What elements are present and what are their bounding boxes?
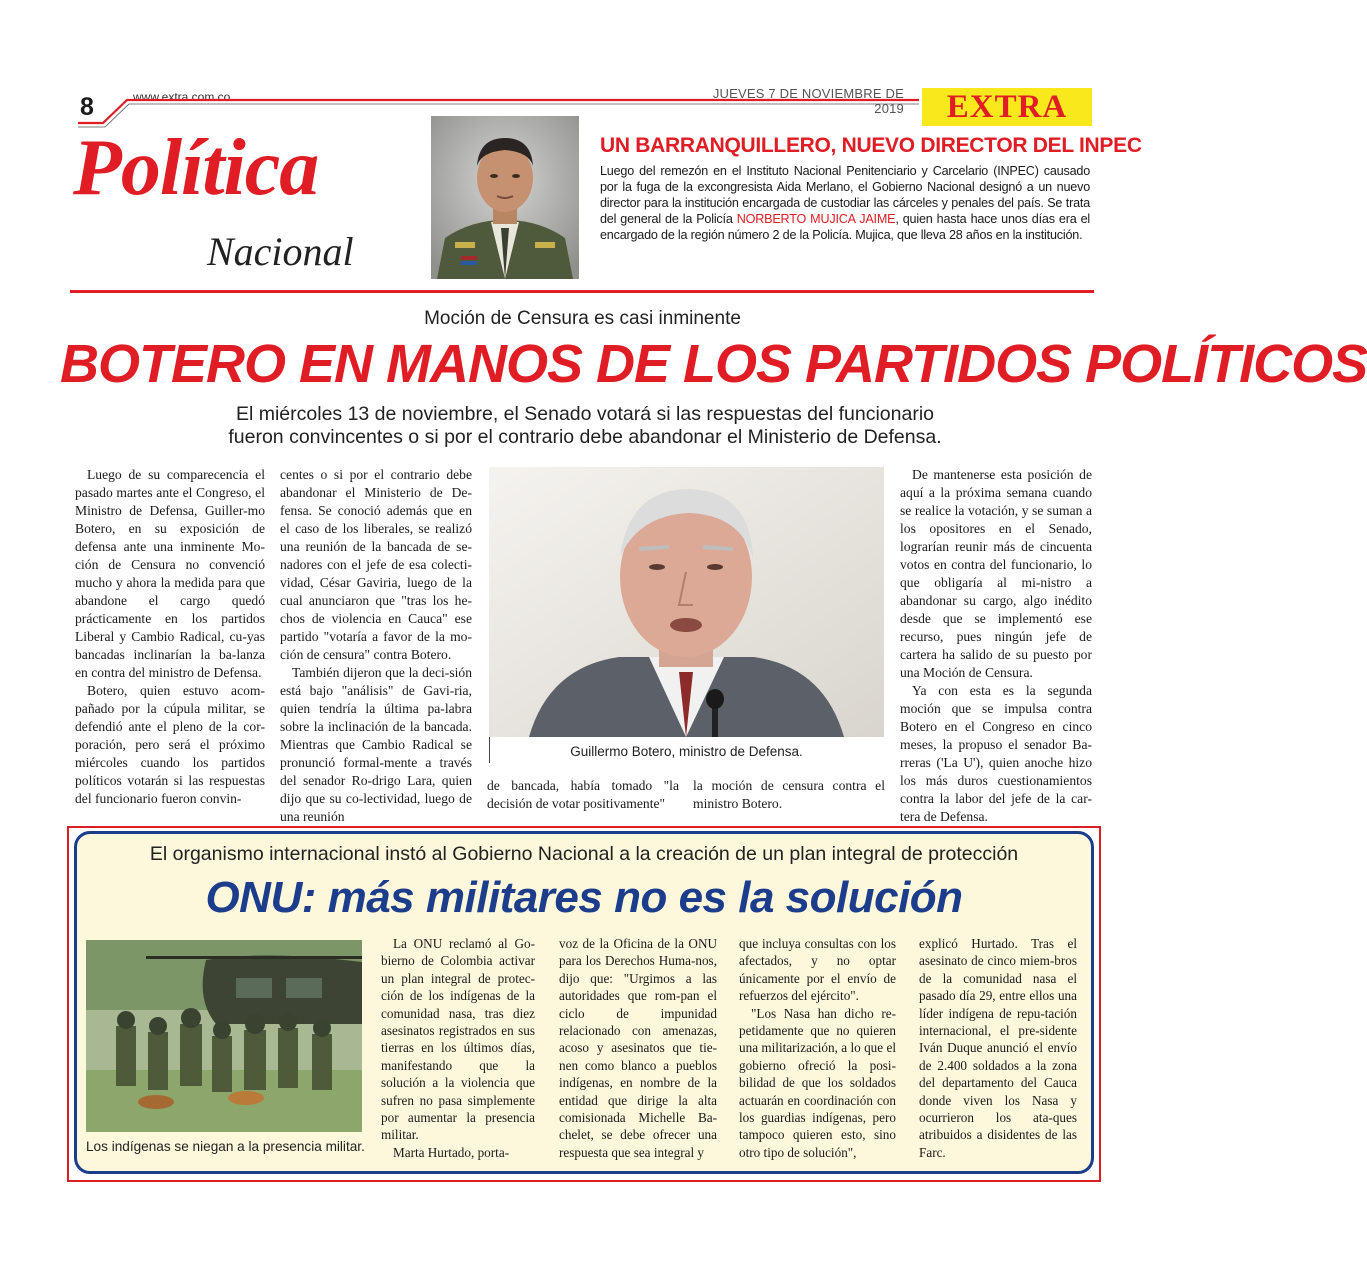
- director-portrait: [431, 116, 579, 279]
- story-column-3: [487, 777, 679, 813]
- brief-highlight-name: NORBERTO MUJICA JAIME: [736, 212, 896, 226]
- website-url[interactable]: www.extra.com.co: [133, 90, 231, 104]
- paragraph: de bancada, había tomado "la decisión de votar positivamente": [487, 778, 679, 811]
- page-number: 8: [80, 93, 94, 121]
- paragraph: "Los Nasa han dicho re-petidamente que no quieren una militarización, a lo que el gobierno ofreció la posi-bilidad de que los soldados actuarán en coordinación con los guardias indígenas, pero tampoco quieren esto, sino otro tipo de solución",: [739, 1005, 896, 1160]
- story-deck: [150, 403, 1020, 449]
- onu-column-4: [919, 935, 1077, 1161]
- story-headline: BOTERO EN MANOS DE LOS PARTIDOS POLÍTICOS: [60, 334, 1367, 394]
- botero-photo-caption: Guillermo Botero, ministro de Defensa.: [570, 744, 803, 759]
- onu-kicker: El organismo internacional instó al Gobierno Nacional a la creación de un plan integral de protección: [149, 843, 1019, 865]
- soldiers-photo-caption: Los indígenas se niegan a la presencia militar.: [86, 1139, 365, 1154]
- paragraph: La ONU reclamó al Go-bierno de Colombia activar un plan integral de protec-ción de los indígenas de la comunidad nasa, tras diez asesinatos registrados en sus tierras en los últimos días, manifestando que la solución a la violencia que sufren no pasa simplemente por aumentar la presencia militar.: [381, 936, 535, 1143]
- publication-date: JUEVES 7 DE NOVIEMBRE DE 2019: [712, 86, 904, 116]
- paragraph: Ya con esta es la segunda moción que se impulsa contra Botero en el Congreso en cinco meses, la propuso el senador Ba-rreras ('La U'), quien anoche hizo los más duros cuestionamientos contra la labor del jefe de la car-tera de Defensa.: [900, 683, 1092, 824]
- section-divider: [70, 290, 1094, 293]
- brief-text-end: , quien hasta hace unos días era el encargado de la región número 2 de la Policía. Mujica, que lleva 28 años en la institución.: [600, 212, 1091, 242]
- brief-headline: UN BARRANQUILLERO, NUEVO DIRECTOR DEL INPEC: [600, 134, 1142, 157]
- paragraph: que incluya consultas con los afectados, y no optar únicamente por el envío de refuerzos del ejército".: [739, 936, 896, 1004]
- story-column-2: [280, 466, 472, 826]
- brief-text-start: Luego del remezón en el Instituto Nacional Penitenciario y Carcelario (INPEC) causado por la fuga de la excongresista Aida Merlano, el Gobierno Nacional designó a un nuevo director para la institución encargada de custodiar las cárceles y penales del país. Se trata del general de la Policía: [600, 164, 1090, 226]
- paragraph: También dijeron que la deci-sión está bajo "análisis" de Gavi-ria, quien tendría la última pa-labra sobre la inclinación de la bancada. Mientras que Cambio Radical se pronunció formal-mente a través del senador Ro-drigo Lara, quien dijo que su co-lectividad, luego de una reunión: [280, 665, 472, 824]
- section-title: Política: [73, 124, 319, 212]
- botero-photo: [489, 467, 884, 737]
- brief-body: [600, 163, 1090, 243]
- paragraph: voz de la Oficina de la ONU para los Derechos Huma-nos, dijo que: "Urgimos a las autoridades que rom-pan el ciclo de impunidad relacionado con amenazas, acoso y asesinatos que tie-nen como blanco a pueblos indígenas, en nombre de la entidad que dirige la alta comisionada Michelle Ba-chelet, se debe ofrecer una respuesta que sea integral y: [559, 936, 717, 1160]
- paragraph: De mantenerse esta posición de aquí a la próxima semana cuando se realice la votación, y se suman a los opositores en el Senado, lograrían reunir más de cincuenta votos en contra del funcionario, lo que obligaría al mi-nistro a abandonar su cargo, algo inédito desde que se implementó ese recurso, pues ningún jefe de cartera ha salido de su puesto por una Moción de Censura.: [900, 467, 1092, 680]
- brand-logo[interactable]: [922, 88, 1092, 126]
- paragraph: centes o si por el contrario debe abandonar el Ministerio de De-fensa. Se conoció además que en el caso de los liberales, se realizó una reunión de la bancada de se-nadores con el jefe de esa colecti-vidad, César Gaviria, luego de la cual anunciaron que "tras los he-chos de violencia en Cauca" ese partido "votaría a favor de la mo-ción de censura" contra Botero.: [280, 467, 472, 662]
- onu-column-2: [559, 935, 717, 1161]
- onu-headline: ONU: más militares no es la solución: [205, 873, 963, 922]
- story-deck-line1: El miércoles 13 de noviembre, el Senado votará si las respuestas del funcionario: [235, 403, 935, 425]
- paragraph: Luego de su comparecencia el pasado martes ante el Congreso, el Ministro de Defensa, Guiller-mo Botero, en su exposición de defensa ante una inminente Mo-ción de Censura no convenció mucho y ahora la medida para que abandone el cargo quedó prácticamente en los partidos Liberal y Cambio Radical, cu-yas bancadas inclinarían la ba-lanza en contra del ministro de Defensa.: [75, 467, 265, 680]
- story-column-5: [900, 466, 1092, 826]
- story-deck-line2: fueron convincentes o si por el contrario debe abandonar el Ministerio de Defensa.: [228, 426, 942, 448]
- paragraph: explicó Hurtado. Tras el asesinato de cinco miem-bros de la comunidad nasa el pasado día 29, entre ellos una líder indígena de repu-tación internacional, el pre-sidente Iván Duque anunció el envío de 2.400 soldados a la zona del departamento del Cauca donde viven los Nasa y ocurrieron los ata-ques atribuidos a disidentes de las Farc.: [919, 936, 1077, 1160]
- story-kicker: Moción de Censura es casi inminente: [424, 308, 741, 329]
- paragraph: Marta Hurtado, porta-: [393, 1144, 510, 1160]
- brand-logo-text: EXTRA: [946, 89, 1068, 125]
- onu-column-1: [381, 935, 535, 1161]
- story-column-1: [75, 466, 265, 808]
- story-column-4: [693, 777, 885, 813]
- section-subtitle: Nacional: [207, 229, 354, 274]
- soldiers-photo: [86, 940, 362, 1132]
- onu-column-3: [739, 935, 896, 1161]
- paragraph: Botero, quien estuvo acom-pañado por la cúpula militar, se defendió ante el pleno de la cor-poración, pero será el próximo miércoles cuando los partidos políticos votarán si las respuestas del funcionario fueron convin-: [75, 683, 265, 806]
- paragraph: la moción de censura contra el ministro Botero.: [693, 778, 885, 811]
